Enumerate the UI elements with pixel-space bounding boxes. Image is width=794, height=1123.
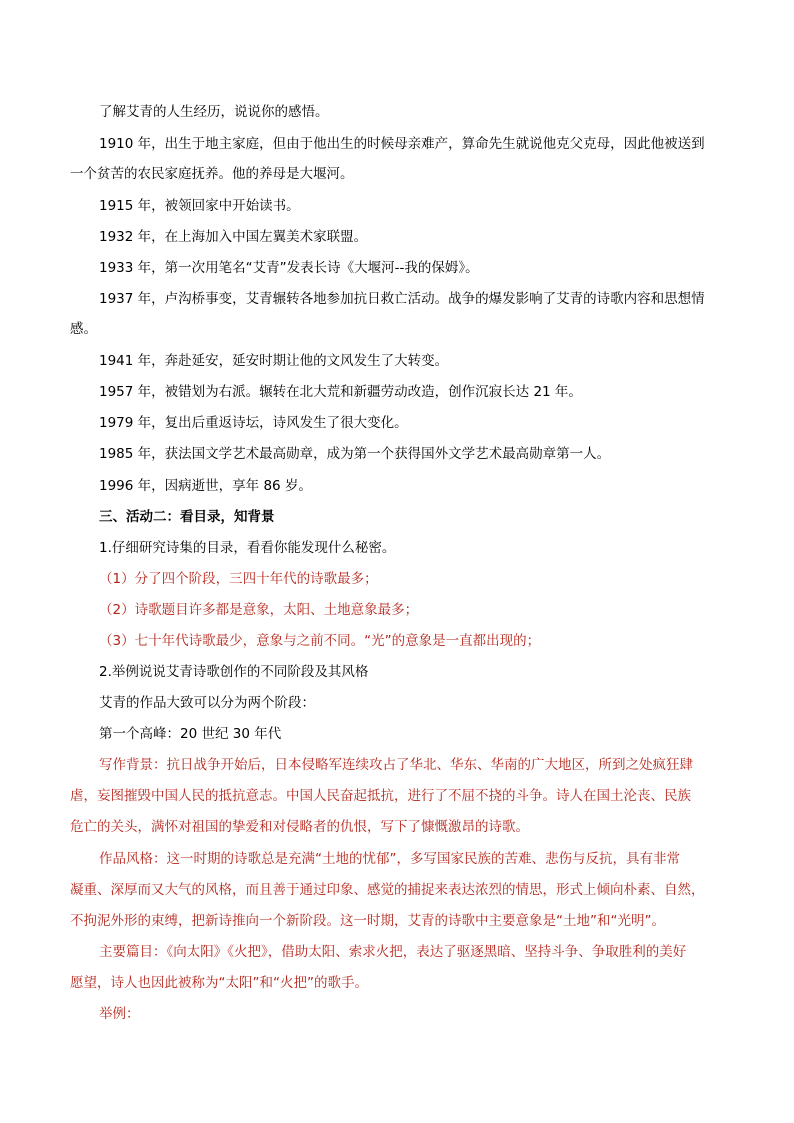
timeline-1937: 1937 年，卢沟桥事变，艾青辗转各地参加抗日救亡活动。战争的爆发影响了艾青的诗歌内容和思想情 bbox=[99, 291, 705, 307]
timeline-1985: 1985 年，获法国文学艺术最高勋章，成为第一个获得国外文学艺术最高勋章第一人。 bbox=[99, 446, 611, 462]
section-heading-activity-2: 三、活动二：看目录，知背景 bbox=[99, 509, 275, 525]
answer-1-item-1: （1）分了四个阶段，三四十年代的诗歌最多； bbox=[99, 571, 378, 587]
background-para-line-2: 虐，妄图摧毁中国人民的抵抗意志。中国人民奋起抵抗，进行了不屈不挠的斗争。诗人在国土沦丧、民族 bbox=[70, 788, 691, 804]
timeline-1941: 1941 年，奔赴延安，延安时期让他的文风发生了大转变。 bbox=[99, 353, 449, 369]
timeline-1979: 1979 年，复出后重返诗坛，诗风发生了很大变化。 bbox=[99, 415, 408, 431]
answer-1-item-3: （3）七十年代诗歌最少，意象与之前不同。“光”的意象是一直都出现的； bbox=[99, 633, 541, 649]
timeline-1910-cont: 一个贫苦的农民家庭抚养。他的养母是大堰河。 bbox=[70, 166, 354, 182]
timeline-1915: 1915 年，被领回家中开始读书。 bbox=[99, 198, 300, 214]
stages-intro: 艾青的作品大致可以分为两个阶段： bbox=[99, 695, 315, 711]
timeline-1996: 1996 年，因病逝世，享年 86 岁。 bbox=[99, 478, 312, 494]
timeline-1957: 1957 年，被错划为右派。辗转在北大荒和新疆劳动改造，创作沉寂长达 21 年。 bbox=[99, 384, 582, 400]
question-1: 1.仔细研究诗集的目录，看看你能发现什么秘密。 bbox=[99, 540, 396, 556]
timeline-1932: 1932 年，在上海加入中国左翼美术家联盟。 bbox=[99, 229, 368, 245]
background-para-line-1: 写作背景：抗日战争开始后，日本侵略军连续攻占了华北、华东、华南的广大地区，所到之处疯狂肆 bbox=[99, 757, 693, 773]
works-para-line-1: 主要篇目：《向太阳》《火把》，借助太阳、索求火把，表达了驱逐黑暗、坚持斗争、争取胜利的美好 bbox=[99, 944, 687, 960]
question-2: 2.举例说说艾青诗歌创作的不同阶段及其风格 bbox=[99, 664, 369, 680]
example-label: 举例： bbox=[99, 1006, 140, 1022]
style-para-line-2: 凝重、深厚而又大气的风格，而且善于通过印象、感觉的捕捉来表达浓烈的情思，形式上倾向朴素、自然， bbox=[70, 882, 705, 898]
style-para-line-1: 作品风格：这一时期的诗歌总是充满“土地的忧郁”，多写国家民族的苦难、悲伤与反抗，具有非常 bbox=[99, 851, 680, 867]
background-para-line-3: 危亡的关头，满怀对祖国的挚爱和对侵略者的仇恨，写下了慷慨激昂的诗歌。 bbox=[70, 819, 529, 835]
answer-1-item-2: （2）诗歌题目许多都是意象，太阳、土地意象最多； bbox=[99, 602, 419, 618]
style-para-line-3: 不拘泥外形的束缚，把新诗推向一个新阶段。这一时期，艾青的诗歌中主要意象是“土地”和“光明”。 bbox=[70, 913, 665, 929]
timeline-1937-cont: 感。 bbox=[70, 321, 97, 337]
first-peak-heading: 第一个高峰：20 世纪 30 年代 bbox=[99, 726, 282, 742]
intro-prompt: 了解艾青的人生经历，说说你的感悟。 bbox=[99, 104, 329, 120]
works-para-line-2: 愿望，诗人也因此被称为“太阳”和“火把”的歌手。 bbox=[70, 975, 368, 991]
timeline-1933: 1933 年，第一次用笔名“艾青”发表长诗《大堰河--我的保姆》。 bbox=[99, 260, 479, 276]
timeline-1910: 1910 年，出生于地主家庭，但由于他出生的时候母亲难产，算命先生就说他克父克母，因此他被送到 bbox=[99, 136, 705, 152]
